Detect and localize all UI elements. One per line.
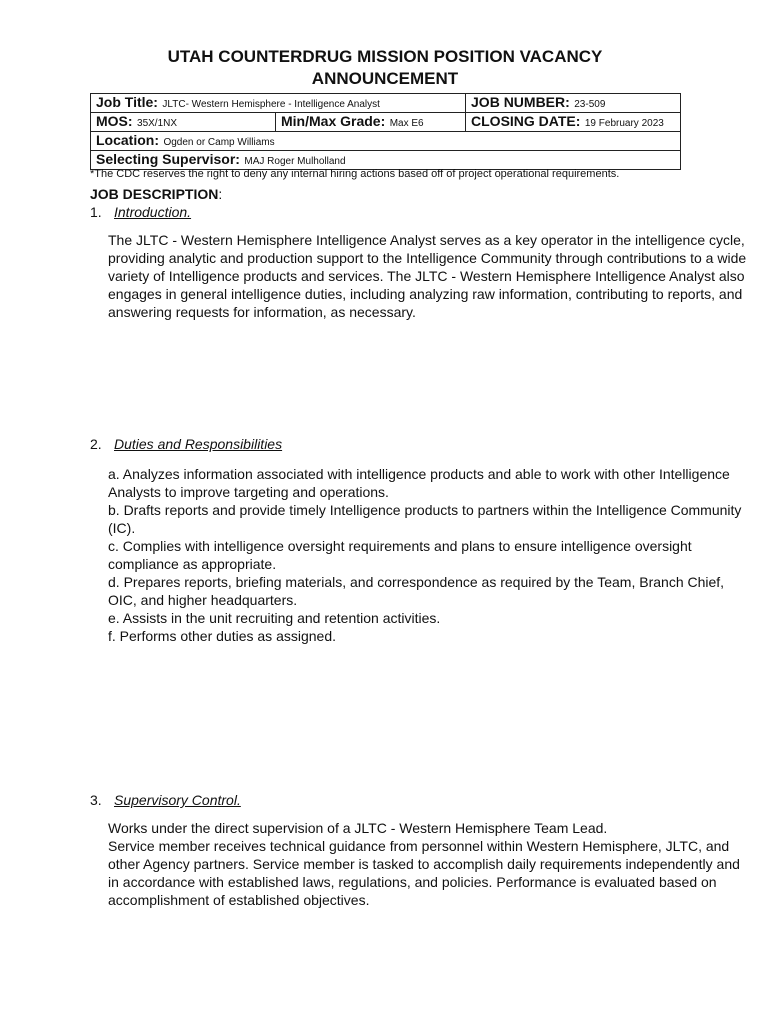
closing-date-value: 19 February 2023 xyxy=(584,118,664,129)
job-number-value: 23-509 xyxy=(574,99,606,110)
info-row-job-title xyxy=(91,94,681,113)
job-description-heading: JOB DESCRIPTION: xyxy=(90,186,223,202)
job-title-label: Job Title: xyxy=(96,94,158,110)
job-description-label: JOB DESCRIPTION xyxy=(90,186,219,202)
info-row-location xyxy=(91,132,681,151)
supervisor-cell xyxy=(91,151,681,170)
section-heading-supervisory-control xyxy=(90,792,241,808)
location-value: Ogden or Camp Williams xyxy=(163,137,275,148)
section-number: 3. xyxy=(90,792,102,808)
section-heading-duties xyxy=(90,436,282,452)
page-title-line-2: ANNOUNCEMENT xyxy=(311,69,459,88)
closing-date-cell xyxy=(466,113,681,132)
duty-item: a. Analyzes information associated with intelligence products and able to work with other Intelligence Analysts to improve targeting and operations. xyxy=(108,466,730,500)
introduction-text: The JLTC - Western Hemisphere Intelligence Analyst serves as a key operator in the intelligence cycle, providing analytic and production support to the Intelligence Community through contributions to a wide variety of Intelligence products and services. The JLTC - Western Hemisphere Intelligence Analyst also engages in general intelligence duties, including analyzing raw information, contributing to reports, and answering requests for information, as necessary. xyxy=(108,232,747,320)
job-title-value: JLTC- Western Hemisphere - Intelligence Analyst xyxy=(162,99,380,110)
grade-value: Max E6 xyxy=(389,118,424,129)
section-title: Introduction. xyxy=(114,204,192,220)
duties-list xyxy=(108,465,748,645)
duty-item: b. Drafts reports and provide timely Intelligence products to partners within the Intelligence Community (IC). xyxy=(108,502,742,536)
job-number-label: JOB NUMBER: xyxy=(471,94,570,110)
supervisory-control-text xyxy=(108,819,748,909)
mos-value: 35X/1NX xyxy=(137,118,178,129)
supervisory-line: Works under the direct supervision of a JLTC - Western Hemisphere Team Lead. xyxy=(108,820,608,836)
section-heading-introduction xyxy=(90,204,191,220)
job-title-cell xyxy=(91,94,466,113)
section-title: Duties and Responsibilities xyxy=(114,436,283,452)
duty-item: e. Assists in the unit recruiting and retention activities. xyxy=(108,610,441,626)
page-title-line-1: UTAH COUNTERDRUG MISSION POSITION VACANCY xyxy=(167,47,603,66)
section-title: Supervisory Control. xyxy=(114,792,241,808)
supervisor-label: Selecting Supervisor: xyxy=(96,151,240,167)
mos-cell xyxy=(91,113,276,132)
grade-label: Min/Max Grade: xyxy=(281,113,386,129)
location-cell xyxy=(91,132,681,151)
info-row-supervisor xyxy=(91,151,681,170)
duty-item: d. Prepares reports, briefing materials, and correspondence as required by the Team, Branch Chief, OIC, and higher headquarters. xyxy=(108,574,725,608)
duty-item: f. Performs other duties as assigned. xyxy=(108,628,336,644)
supervisory-line: Service member receives technical guidance from personnel within Western Hemisphere, JLTC, and other Agency partners. Service member is tasked to accomplish daily requirements independently and in accordance with established laws, regulations, and policies. Performance is evaluated based on accomplishment of established objectives. xyxy=(108,838,740,908)
supervisor-value: MAJ Roger Mulholland xyxy=(244,156,346,167)
position-info-table xyxy=(90,93,681,170)
duty-item: c. Complies with intelligence oversight requirements and plans to ensure intelligence oversight compliance as appropriate. xyxy=(108,538,692,572)
location-label: Location: xyxy=(96,132,159,148)
disclaimer-note: *The CDC reserves the right to deny any internal hiring actions based off of project operational requirements. xyxy=(90,168,620,180)
grade-cell xyxy=(276,113,466,132)
section-number: 1. xyxy=(90,204,102,220)
section-number: 2. xyxy=(90,436,102,452)
closing-date-label: CLOSING DATE: xyxy=(471,113,581,129)
info-row-mos xyxy=(91,113,681,132)
job-number-cell xyxy=(466,94,681,113)
mos-label: MOS: xyxy=(96,113,133,129)
